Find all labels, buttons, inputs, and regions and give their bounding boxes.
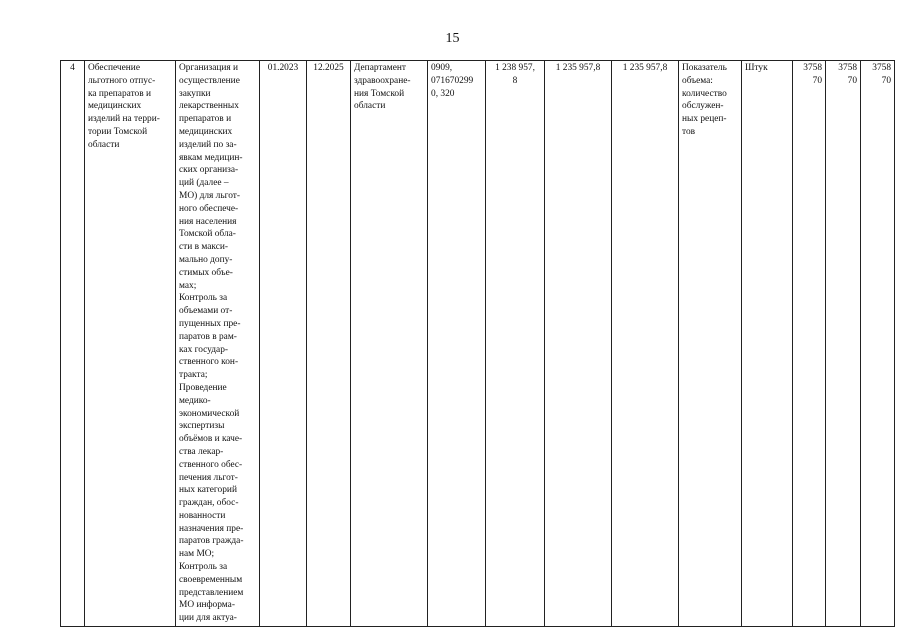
amount-cell-2: 1 235 957,8 [545,61,612,627]
amount-cell-1: 1 238 957, 8 [486,61,545,627]
unit-cell: Штук [742,61,793,627]
start-date-cell: 01.2023 [260,61,307,627]
budget-code-cell: 0909, 071670299 0, 320 [428,61,486,627]
activities-cell: Организация и осуществление закупки лекарственных препаратов и медицинских изделий по за- явкам медицин- ских организа- ций (далее – МО) для льгот- ного обеспече- ния населения Томской обла- сти в макси- мально допу- стимых объе- мах; Контроль за объемами от- пущенных пре- паратов в рам- ках государ- ственного кон- тракта; Проведение медико- экономической экспертизы объёмов и каче- ства лекар- ственного обес- печения льгот- ных категорий граждан, обос- нованности назначения пре- паратов гражда- нам МО; Контроль за своевременным представлением МО информа- ции для актуа- [176,61,260,627]
amount-cell-3: 1 235 957,8 [612,61,679,627]
value-cell-1: 3758 70 [793,61,826,627]
program-table [60,60,895,627]
executor-cell: Департамент здравоохране- ния Томской области [351,61,428,627]
value-cell-2: 3758 70 [826,61,861,627]
value-cell-3: 3758 70 [861,61,895,627]
row-number-cell: 4 [61,61,85,627]
table-row [61,61,895,627]
end-date-cell: 12.2025 [307,61,351,627]
indicator-cell: Показатель объема: количество обслужен- ных рецеп- тов [679,61,742,627]
measure-name-cell: Обеспечение льготного отпус- ка препаратов и медицинских изделий на терри- тории Томской области [85,61,176,627]
page-number: 15 [445,31,460,46]
